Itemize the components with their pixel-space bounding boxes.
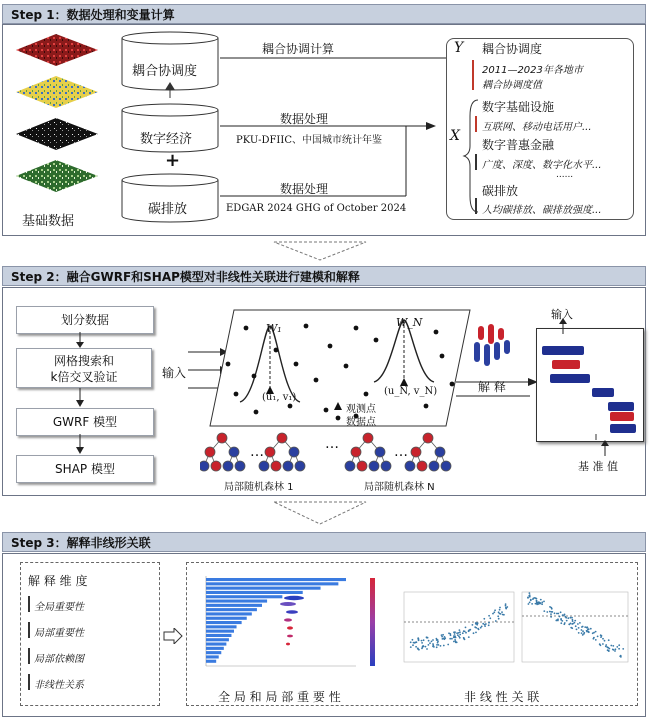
scatter-point [586,627,588,629]
scatter-point [529,592,531,594]
scatter-point [465,627,467,629]
scatter-point [440,645,442,647]
y-title: 耦合协调度 [482,42,543,56]
scatter-point [495,620,497,622]
scatter-point [588,631,590,633]
scatter-point [541,601,543,603]
scatter-point [597,636,599,638]
scatter-point [436,646,438,648]
scatter-point [549,611,551,613]
scatter-point [505,605,507,607]
importance-bar-f13 [206,630,234,633]
x-item2-title: 数字普惠金融 [482,138,555,152]
scatter-point [578,632,580,634]
nonlinear-scatter-plots [400,572,630,670]
scatter-point [456,642,458,644]
scatter-point [575,625,577,627]
base-data-label: 基础数据 [22,214,75,229]
scatter-point [492,613,494,615]
scatter-point [557,613,559,615]
scatter-point [568,624,570,626]
x-item3-desc: 人均碳排放、碳排放强度... [482,205,602,216]
step-shap [16,455,154,483]
scatter-point [579,622,581,624]
scatter-point [602,638,604,640]
scatter-point [560,622,562,624]
scatter-point [426,636,428,638]
step-gwrf-label: GWRF 模型 [52,415,118,429]
scatter-point [499,613,501,615]
scatter-point [489,617,491,619]
scatter-point [550,613,552,615]
step1-banner: Step 1：数据处理和变量计算 [2,4,646,24]
scatter-point [429,642,431,644]
importance-bar-f14 [206,634,231,637]
scatter-point [428,640,430,642]
scatter-point [475,623,477,625]
scatter-point [588,628,590,630]
x-item1-desc: 互联网、移动电话用户... [482,122,592,133]
forestn-label: 局部随机森林 N [364,482,435,493]
scatter-point [455,637,457,639]
scatter-point [572,620,574,622]
x-item3-title: 碳排放 [482,184,519,198]
importance-bar-f2 [206,582,338,585]
scatter-point [529,594,531,596]
scatter-point [571,627,573,629]
scatter-point [482,623,484,625]
scatter-point [615,648,617,650]
scatter-point [488,615,490,617]
scatter-point [449,638,451,640]
scatter-point [562,614,564,616]
scatter-point [473,632,475,634]
scatter-point [469,629,471,631]
dim3-bar [28,648,30,664]
importance-bar-f6 [206,600,267,603]
scatter-point [593,632,595,634]
dims-arrow [162,628,184,644]
y-desc1: 2011—2023年各地市 [482,65,583,76]
scatter-point [590,628,592,630]
shap-icon [470,322,514,368]
scatter-point [453,635,455,637]
step-shap-label: SHAP 模型 [55,462,115,476]
scatter-point [459,629,461,631]
scatter-point [410,646,412,648]
scatter-point [483,618,485,620]
dim1-label: 全局重要性 [34,602,84,613]
scatter-point [535,603,537,605]
scatter-point [578,627,580,629]
scatter-point [448,632,450,634]
arrow3-label: 数据处理 [280,182,329,196]
scatter-point [583,633,585,635]
importance-bar-f3 [206,587,321,590]
scatter-point [608,650,610,652]
scatter-point [555,620,557,622]
scatter-point [437,639,439,641]
y-desc2: 耦合协调度值 [482,80,542,91]
base-data-maps [10,30,102,210]
input-label: 输入 [162,366,187,380]
forestn-ellipsis: … [394,444,408,460]
scatter-point [468,630,470,632]
scatter-point [560,619,562,621]
scatter-point [622,648,624,650]
scatter-point [418,639,420,641]
x-item3-bar [475,198,477,214]
scatter-point [459,634,461,636]
scatter-point [437,642,439,644]
wn-label: W_N [396,316,423,329]
importance-bar-f10 [206,617,247,620]
baseline-arrow [598,440,612,456]
scatter-point [620,656,622,658]
scatter-point [534,597,536,599]
importance-chart [196,572,396,672]
y-redbar [472,60,474,90]
scatter-point [447,644,449,646]
output-input-label: 输入 [551,308,573,321]
importance-bar-f17 [206,647,224,650]
forest1-label: 局部随机森林 1 [224,482,294,493]
explain-label: 解 释 [478,380,506,394]
scatter-point [488,622,490,624]
scatter-point [497,615,499,617]
scatter-point [457,634,459,636]
scatter-point [423,639,425,641]
scatter-point [543,601,545,603]
scatter-point [450,634,452,636]
arrow3-sub: EDGAR 2024 GHG of October 2024 [226,203,407,214]
y-letter: Y [454,40,464,56]
scatter-point [529,602,531,604]
map-layer-red [16,34,98,66]
caption-left: 全 局 和 局 部 重 要 性 [218,690,341,704]
dim2-bar [28,622,30,638]
importance-bar-f16 [206,643,226,646]
scatter-point [566,620,568,622]
importance-bar-f12 [206,625,237,628]
step-grid-search-label1: 网格搜索和 [53,354,114,368]
scatter-point [581,629,583,631]
scatter-point [441,636,443,638]
map-layer-yellow [16,76,98,108]
scatter-point [484,625,486,627]
scatter-point [582,630,584,632]
scatter-point [563,614,565,616]
x-letter: X [450,128,460,144]
scatter-point [550,607,552,609]
scatter-point [415,646,417,648]
importance-bar-f8 [206,608,257,611]
x-item2-desc: 广度、深度、数字化水平... [482,160,602,171]
scatter-point [488,624,490,626]
scatter-point [412,644,414,646]
importance-bar-f9 [206,612,252,615]
importance-bar-f19 [206,655,219,658]
scatter-point [494,609,496,611]
step-grid-search-label2: k倍交叉验证 [50,370,118,384]
scatter-point [543,610,545,612]
scatter-point [453,641,455,643]
scatter-point [432,643,434,645]
caption-right: 非 线 性 关 联 [464,690,540,704]
step-split-data-label: 划分数据 [60,313,109,327]
scatter-point [422,645,424,647]
digital-economy-label: 数字经济 [140,132,193,147]
scatter-point [605,646,607,648]
scatter-point [550,616,552,618]
importance-bar-f4 [206,591,303,594]
x-item1-title: 数字基础设施 [482,100,555,114]
waterfall-blocks [536,328,642,440]
scatter-point [454,639,456,641]
scatter-point [595,631,597,633]
scatter-point [421,642,423,644]
gwrf-plane [206,306,472,430]
scatter-point [443,638,445,640]
forest-mid-ellipsis: … [325,436,339,452]
scatter-point [414,642,416,644]
scatter-point [560,611,562,613]
scatter-point [474,626,476,628]
scatter-point [567,617,569,619]
scatter-point [477,622,479,624]
dim2-label: 局部重要性 [34,628,84,639]
dim4-bar [28,674,30,690]
connector-arrow-2 [270,498,370,528]
scatter-point [431,641,433,643]
x-item1-bar [475,116,477,132]
u1-label: (u₁, v₁) [262,392,297,403]
scatter-point [459,637,461,639]
scatter-point [442,634,444,636]
scatter-point [436,644,438,646]
scatter-point [417,648,419,650]
scatter-point [465,632,467,634]
scatter-point [505,608,507,610]
importance-bar-f7 [206,604,262,607]
x-brace [462,96,482,216]
scatter-point [464,639,466,641]
step2-banner: Step 2：融合GWRF和SHAP模型对非线性关联进行建模和解释 [2,266,646,286]
scatter-point [530,600,532,602]
scatter-point [472,624,474,626]
scatter-point [426,648,428,650]
w1-label: W₁ [266,322,282,335]
connector-arrow-1 [270,238,370,262]
carbon-label: 碳排放 [148,202,188,217]
scatter-point [572,623,574,625]
scatter-point [608,639,610,641]
map-layer-green [16,160,98,192]
scatter-point [432,639,434,641]
scatter-point [468,636,470,638]
scatter-point [451,638,453,640]
scatter-point [593,637,595,639]
arrow2-label: 数据处理 [280,112,329,126]
scatter-point [557,620,559,622]
scatter-point [600,636,602,638]
importance-bar-f18 [206,651,221,654]
importance-bar-f1 [206,578,346,581]
scatter-point [618,648,620,650]
step-split-data [16,306,154,334]
scatter-point [540,599,542,601]
scatter-point [581,626,583,628]
scatter-point [595,639,597,641]
importance-bar-f15 [206,638,229,641]
scatter-point [618,644,620,646]
scatter-point [531,603,533,605]
scatter-point [454,633,456,635]
scatter-point [428,644,430,646]
scatter-point [478,629,480,631]
scatter-point [481,626,483,628]
dims-title: 解 释 维 度 [28,574,88,588]
scatter-point [564,616,566,618]
un-label: (u_N, v_N) [384,386,438,397]
scatter-point [499,609,501,611]
scatter-point [499,607,501,609]
dim3-label: 局部依赖图 [34,654,84,665]
scatter-point [612,649,614,651]
x-item2-bar [475,154,477,170]
scatter-point [425,646,427,648]
scatter-point [527,597,529,599]
scatter-point [602,643,604,645]
scatter-point [462,632,464,634]
plus-sign: + [165,150,181,171]
scatter-point [604,640,606,642]
step2-down-arrows [70,332,90,456]
arrow2-sub: PKU-DFIIC、中国城市统计年鉴 [236,135,382,146]
scatter-point [576,629,578,631]
scatter-point [412,639,414,641]
scatter-point [498,618,500,620]
baseline-label: 基 准 值 [578,460,618,473]
importance-bar-f5 [206,595,282,598]
scatter-point [599,643,601,645]
scatter-point [610,645,612,647]
scatter-point [475,632,477,634]
scatter-point [443,645,445,647]
scatter-point [554,612,556,614]
step1-arrows [220,30,460,230]
x-dots: ...... [556,170,574,180]
scatter-point [444,636,446,638]
scatter-point [564,622,566,624]
scatter-point [493,611,495,613]
scatter-point [607,647,609,649]
scatter-point [614,650,616,652]
legend-obs: 观测点 [346,404,376,415]
scatter-point [421,640,423,642]
scatter-point [546,611,548,613]
scatter-point [501,611,503,613]
dim1-bar [28,596,30,612]
importance-bar-f11 [206,621,242,624]
scatter-point [458,632,460,634]
scatter-point [421,648,423,650]
forest1-ellipsis: … [250,444,264,460]
scatter-point [528,603,530,605]
scatter-point [541,603,543,605]
scatter-point [577,623,579,625]
scatter-point [413,642,415,644]
coupling-label: 耦合协调度 [132,64,198,79]
scatter-point [505,603,507,605]
scatter-point [502,614,504,616]
map-layer-black [16,118,98,150]
scatter-point [453,631,455,633]
scatter-point [540,602,542,604]
scatter-point [571,617,573,619]
scatter-point [551,611,553,613]
dim4-label: 非线性关系 [34,680,84,691]
scatter-point [581,632,583,634]
scatter-point [536,604,538,606]
scatter-point [616,646,618,648]
importance-bar-f20 [206,660,216,663]
scatter-point [586,631,588,633]
step3-banner: Step 3：解释非线形关联 [2,532,646,552]
legend-data: 数据点 [346,417,376,428]
scatter-point [410,641,412,643]
scatter-point [559,616,561,618]
scatter-point [463,630,465,632]
arrow1-label: 耦合协调计算 [262,42,335,56]
scatter-point [574,620,576,622]
scatter-point [612,645,614,647]
scatter-point [570,617,572,619]
